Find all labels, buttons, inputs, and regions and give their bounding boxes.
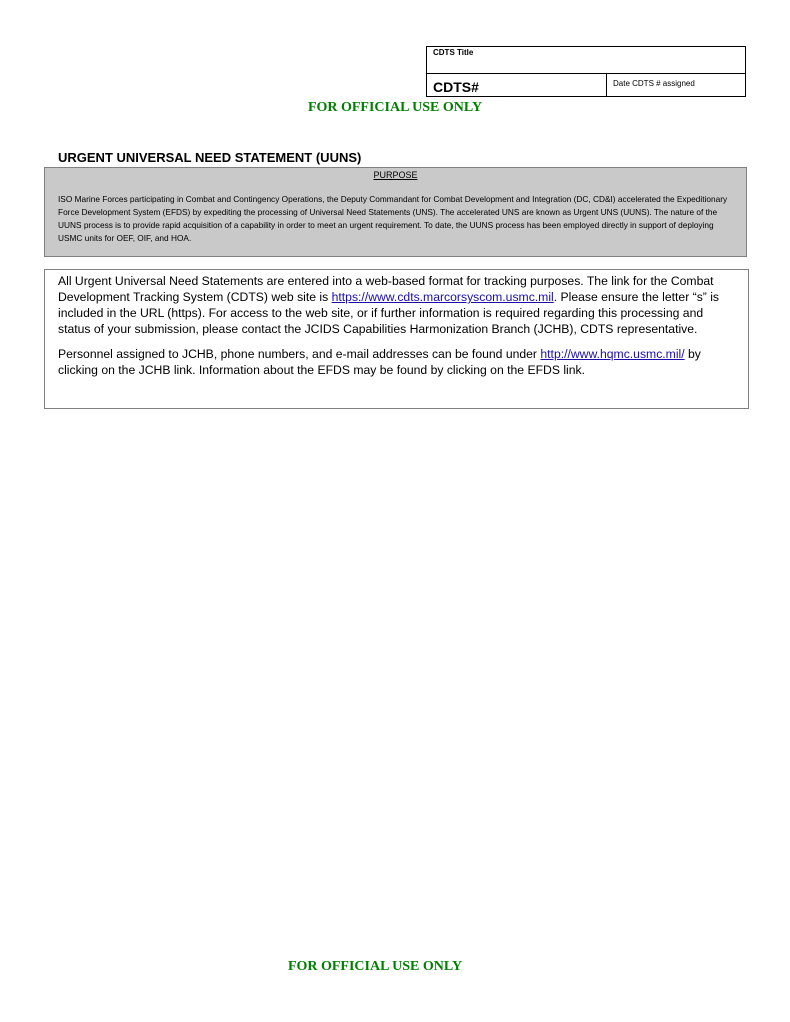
purpose-box [44,167,747,257]
hqmc-link[interactable]: http://www.hqmc.usmc.mil/ [540,347,685,361]
fouo-banner-top: FOR OFFICIAL USE ONLY [307,100,483,115]
info-paragraph-jchb [58,346,738,378]
info-text [58,273,738,378]
cdts-title-label: CDTS Title [433,48,474,57]
info-p2-text-before: Personnel assigned to JCHB, phone numbers, and e-mail addresses can be found under [58,347,541,361]
info-p1-text-before: All Urgent Universal Need Statements are entered into a web-based format for tracking purposes. The link for the Combat Development Tracking System (CDTS) web site is [58,274,714,304]
cdts-title-row [427,47,745,74]
purpose-heading: PURPOSE [373,170,418,180]
info-paragraph-cdts [58,273,738,337]
cdts-number-label: CDTS# [433,79,479,95]
info-p2-text-after: by clicking on the JCHB link. Information about the EFDS may be found by clicking on the EFDS link. [58,347,701,377]
info-p1-text-after: . Please ensure the letter “s” is included in the URL (https). For access to the web site, or if further information is required regarding this processing and status of your submission, please contact the JCIDS Capabilities Harmonization Branch (JCHB), CDTS representative. [58,290,720,336]
cdts-number-cell [427,74,607,97]
cdts-header-box [426,46,746,97]
purpose-text: ISO Marine Forces participating in Combat and Contingency Operations, the Deputy Commandant for Combat Development and Integration (DC, CD&I) accelerated the Expeditionary Force Development System (EFDS) by expediting the processing of Universal Need Statements (UNS). The accelerated UNS are known as Urgent UNS (UUNS). The nature of the UUNS process is to provide rapid acquisition of a capability in order to meet an urgent requirement. To date, the UUNS process has been employed directly in support of deploying USMC units for OEF, OIF, and HOA. [58,194,728,243]
cdts-link[interactable]: https://www.cdts.marcorsyscom.usmc.mil [331,290,554,304]
document-title: URGENT UNIVERSAL NEED STATEMENT (UUNS) [58,150,362,165]
cdts-date-label: Date CDTS # assigned [613,79,695,88]
info-box [44,269,749,409]
fouo-banner-bottom: FOR OFFICIAL USE ONLY [287,959,463,974]
